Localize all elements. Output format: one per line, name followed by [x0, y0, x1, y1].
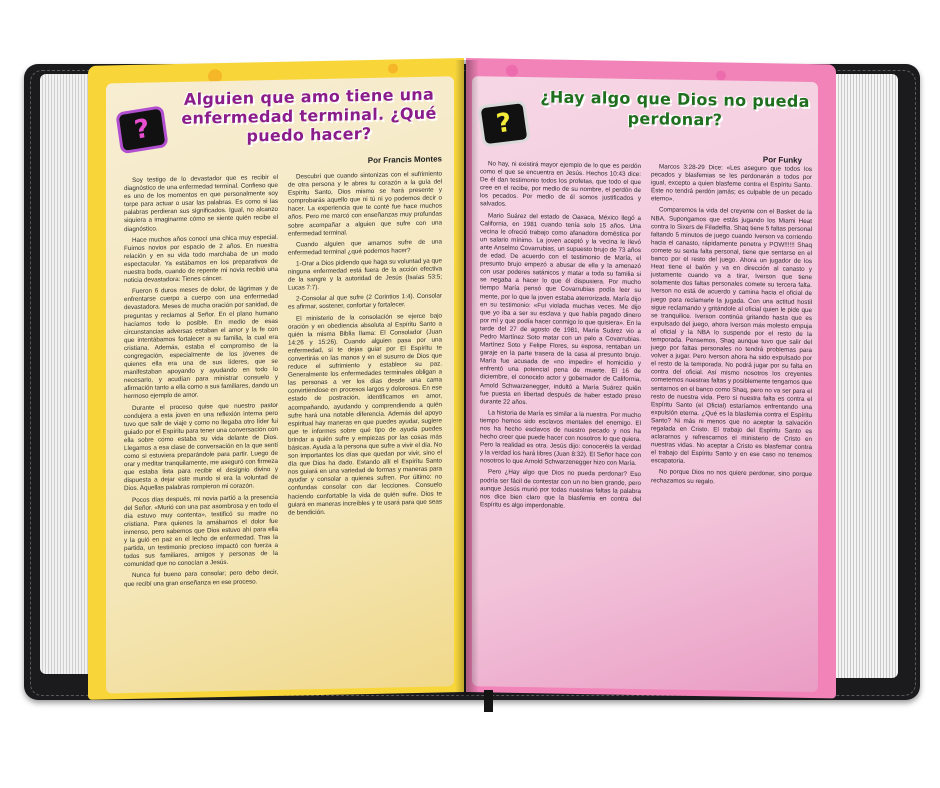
page-title: ¿Hay algo que Dios no pueda perdonar? [540, 87, 810, 130]
paragraph: La historia de María es similar a la nuestra. Por mucho tiempo hemos sido esclavos mentales del enemigo. El nos ha hecho esclavos de nuestro pecado y nos ha hecho creer que puede hacer con nosotros lo que quiera. Pero la realidad es otra. Jesús dijo: conoceréis la verdad y la verdad los hará libres (Juan 8:32). El Señor hace con nosotros lo que Arnold Schwarzenegger hizo con María. [480, 409, 641, 468]
author-byline: Por Francis Montes [367, 154, 442, 166]
paragraph: No hay, ni existirá mayor ejemplo de lo que es perdón como el que se encuentra en Jesús. Hechos 10:43 dice: De él dan testimonio todos los profetas, que todo el que cree en el recibe, por medio de su nombre, el perdón de los pecados. Por medio de él somos justificados y salvados. [480, 160, 641, 209]
paragraph: Cuando alguien que amamos sufre de una enfermedad terminal ¿qué podemos hacer? [288, 238, 442, 257]
paragraph: Marcos 3:28-29 Dice: «Les aseguro que todos los pecados y blasfemias se les perdonarán a todos por igual, excepto a quien blasfeme contra el Espíritu Santo. Éste no tendrá perdón jamás; es culpable de un pecado eterno». [651, 163, 812, 204]
text-column [288, 170, 442, 588]
question-mark-icon: ? [115, 105, 168, 154]
paragraph: Pocos días después, mi novia partió a la presencia del Señor. «Murió con una paz asombrosa y en todo el día estuvo muy contenta», testificó su madre no cristiana. Para quienes la amábamos el dolor fue inmenso, pero sabemos que Dios estuvo ahí para ella y la guió en paz en el lecho de enfermedad. Tras la partida, un testimonio precioso impactó con fuerza a todos sus familiares, amigos y personas de la comunidad que no conocían a Jesús. [124, 493, 278, 569]
paragraph: Hace muchos años conocí una chica muy especial. Fuimos novios por espacio de 2 años. En nuestra relación y en su vida todo marchaba de un modo espectacular. Ya estábamos en los preparativos de nuestra boda, cuando de repente mi novia recibió una noticia devastadora: Tienes cáncer. [124, 233, 278, 285]
decor-circle [388, 63, 398, 73]
paragraph: Soy testigo de lo devastador que es recibir el diagnóstico de una enfermedad terminal. Confieso que es uno de los momentos en que personalmente soy torpe para actuar o usar las palabras. Es como si las palabras perdieran sus significados. Igual, no alcanzo siquiera a imaginarme cómo se siente quién recibe el diagnóstico. [124, 173, 278, 233]
article-body [480, 160, 812, 518]
paragraph: Durante el proceso quise que nuestro pastor condujera a esta joven en una reflexión interna pero tuvo que salir de viaje y como no llegaba otro líder fui guiado por el Espíritu para tener una conversación con ella sobre cómo estaba su vida delante de Dios. Llegamos a esa clase de conversación en la que sentí como si estuviera preparándole para partir. Luego de orar y meditar tranquilamente, me aseguró con firmeza que estaba lista para recibir el designio divino y dispuesta a dejar este mundo si era la voluntad de Dios. Aquellas palabras rompieron mi corazón. [124, 401, 278, 493]
paragraph: El ministerio de la consolación se ejerce bajo oración y en obediencia absoluta al Espíritu Santo a quién la misma Biblia llama: El Consolador (Juan 14:26 y 15:26). Cuando alguien pasa por una enfermedad, si te dejas guiar por El Espíritu te convertirás en las manos y en el susurro de Dios que reduce el sufrimiento y establece su paz. Generalmente los enfermedades terminales obligan a las personas a ver los días desde una cama convirtiéndose en procesos largos y dolorosos. En ese estado de postración, identificamos en amor, acompañando, ayudando y comprendiendo a quién sufre hará una notable diferencia. Además del apoyo espiritual hay maneras en que puedes ayudar, sugiere que te informes sobre qué tipo de ayuda puedes brindar a quién sufre y empiezas por las cosas más básicas. Ayuda a la persona que sufre a vivir el día. No son importantes los días que quedan por vivir, sino el día que Dios ha dado. Estando allí el Espíritu Santo nos guiará en una variedad de formas y maneras para ayudar y consolar a quienes sufren. Por último: no confundas consolar con dar lecciones. Consuelo haciendo confortable la vida de quién sufre. Dios te guiará en maneras increíbles y te usará para que seas de bendición. [288, 311, 442, 517]
page-edges-right [830, 74, 898, 678]
paragraph: 2-Consolar al que sufre (2 Corintios 1:4). Consolar es afirmar, sostener, confortar y fortalecer. [288, 292, 442, 312]
paragraph: Pero ¿Hay algo que Dios no pueda perdonar? Eso podría ser fácil de contestar con un no bien grande, pero aunque Jesús murió por todas nuestras faltas la palabra nos dice bien claro que la blasfemia en contra del Espíritu es algo imperdonable. [480, 468, 641, 510]
paragraph: 1-Orar a Dios pidiendo que haga su voluntad ya que ninguna enfermedad está fuera de la acción efectiva de la sangre y la autoridad de Jesús (Isaías 53:5; Lucas 7:7). [288, 257, 442, 292]
decor-circle [716, 70, 726, 80]
paragraph: No porque Dios no nos quiere perdonar, sino porque rechazamos su regalo. [651, 468, 812, 485]
page-title: Alguien que amo tiene una enfermedad terminal. ¿Qué puedo hacer? [181, 84, 437, 146]
article-body [124, 170, 442, 591]
bookmark-ribbon [484, 690, 493, 712]
text-column [124, 174, 278, 592]
paragraph: Nunca fui bueno para consolar; pero debo decir, que recibí una gran enseñanza en ese proceso. [124, 569, 278, 588]
paragraph: Fueron 6 duros meses de dolor, de lágrimas y de enfrentarse cuerpo a cuerpo con una enfermedad devastadora. Meses de mucha oración por sanidad, de preguntas y reclamos al Señor. En el plano humano hacíamos todo lo posible. En medio de esas circunstancias adversas estaban el amor y la fe con que intentábamos fortalecer a su familia, la cual era cristiana. Además, estaba el compromiso de la congregación, especialmente de los jóvenes de quienes ella era una de sus líderes, que se manifestaban apoyando y ayudando en todo lo necesario, y acudían para ministrar consuelo y afirmación tanto a ella como a sus familiares, dando un hermoso ejemplo de amor. [124, 285, 279, 401]
right-page [466, 58, 836, 698]
author-byline: Por Funky [762, 155, 802, 165]
paragraph: Descubrí que cuando sintonizas con el sufrimiento de otra persona y le abres tu corazón a la guía del Espíritu Santo, Dios mismo se hará presente y comprobarás aquello que ni tú ni yo podemos decir o hacer. La experiencia que te conté fue hace muchos años. Pero me marcó con enseñanzas muy profundas sobre acompañar a alguien que sufre con una enfermedad terminal. [288, 170, 442, 238]
question-mark-icon: ? [477, 100, 530, 148]
paragraph: Mario Suárez del estado de Oaxaca, México llegó a California, en 1981 cuando tenía solo 15 años. Una vecina le ofreció trabajo como afanadora doméstica por un salario mínimo. La joven aceptó y la vecina le llevó ante Anselmo Covarrubias, un supuesto brujo de 73 años de edad. De acuerdo con el testimonio de María, el presunto brujo empezó a abusar de ella y la amenazó con usar poderes satánicos y matar a toda su familia si se negaba a hacer lo que él dispusiera. Por mucho tiempo María pensó que Covarrubias podía leer su mente, por lo que la joven estaba aterrorizada. María dijo en su testimonio: «Fui violada muchas veces. Me dijo que yo iba a ser su esclava y que había pagado dinero por mí y que podía hacer conmigo lo que quisiera». En la tarde del 27 de agosto de 1981, María Suárez vio a Pedro Martínez Soto matar con un palo a Covarrubias. Martínez Soto y Felipe Flores, su esposa, rentaban un garaje en la parte trasera de la casa al presunto brujo. María fue acusada de «no impedir» el homicidio y enfrentó una potencial pena de muerte. El 16 de diciembre, el conocido actor y gobernador de California, Arnold Schwarzenegger, indultó a María Suárez quién fue puesta en libertad después de haber estado preso durante 22 años. [480, 211, 641, 406]
paragraph: Comparemos la vida del creyente con el Basket de la NBA. Supongamos que estás jugando los Miami Heat contra lo Sixers de Filadelfia. Shaq tiene 5 faltas personal faltando 5 minutos de juego cuando Iverson va corriendo hacia el canasto, rápidamente penetra y POW!!!!!! Shaq comete su sexta falta personal, tiene que sentarse en el banco por el resto del juego. Ahora un jugador de los Heat tiene el balón y va en dirección al canasto y justamente cuando va a tirar, Iverson que tiene solamente dos faltas personales comete su tercera falta. Iverson no está de acuerdo y camina hacia el oficial de juego para reclamarle la jugada. Con una actitud hostil sigue reclamando y gritándole al oficial quien le pide que se tranquilice. Iverson continúa gritando hasta que es expulsado del juego, ahora Iverson más molesto empuja al oficial y la NBA lo suspende por el resto de la temporada. Pensemos, Shaq aunque tuvo que salir del juego por faltas personales no tendrá problemas para volver a jugar. Pero Iverson ahora ha sido expulsado por el resto de la temporada. No podrá jugar por su falta en contra del oficial. Así mismo nosotros los creyentes cometemos nuestras faltas y posiblemente tengamos que sentarnos en el banco como Shaq, pero no va ser para el resto de nuestra vida. Pero si nuestra falta es contra el Espíritu Santo (el Oficial) estaríamos enfrentando una expulsión eterna. ¿Qué es la blasfemia contra el Espíritu Santo? Ni más ni menos que no aceptar la salvación regalada en Cristo. El trabajo del Espíritu Santo es aclararnos y refrescarnos el ministerio de Cristo en nuestras vidas. No aceptar a Cristo es blasfemar contra el trabajo del Espíritu Santo y en ese caso no tenemos escapatoria. [651, 206, 813, 466]
decor-circle [506, 65, 518, 77]
book-gutter [455, 60, 479, 696]
left-page [88, 58, 464, 700]
text-column [480, 160, 641, 515]
text-column [651, 163, 812, 518]
